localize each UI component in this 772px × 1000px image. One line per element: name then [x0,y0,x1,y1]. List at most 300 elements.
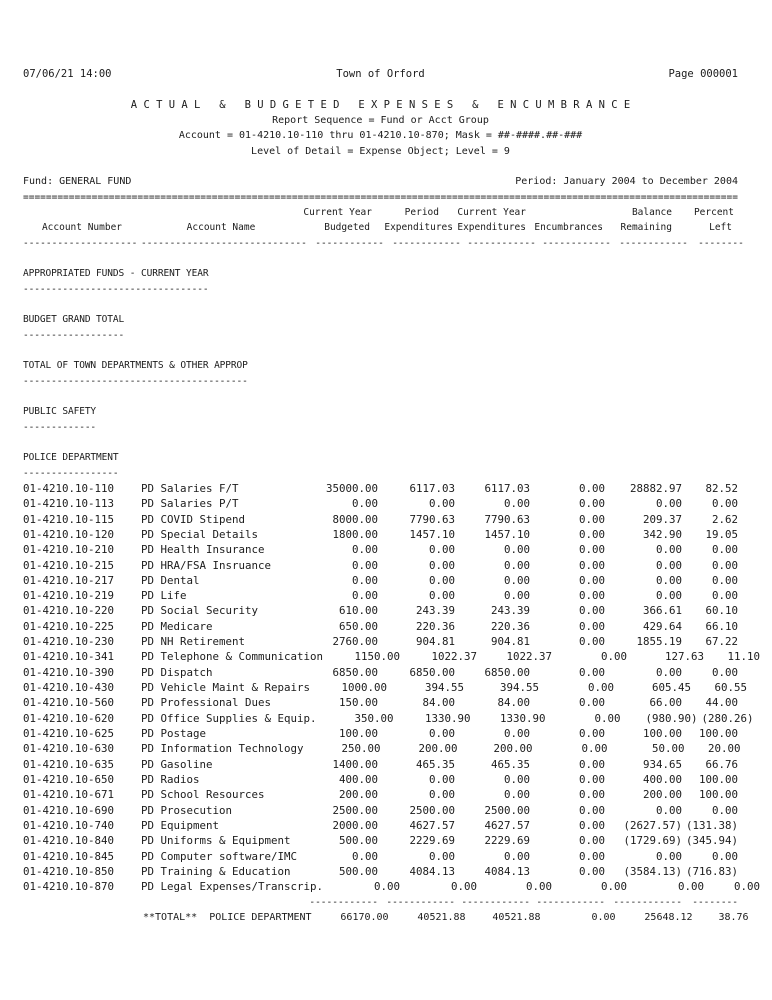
period-expenditures-cell: 84.00 [422,696,455,710]
account-name-cell: PD Radios [141,773,200,787]
percent-left-cell: 0.00 [711,803,738,817]
period-expenditures-cell: ------------ [386,896,455,908]
section-underline: ----------------- [23,467,119,479]
cy-expenditures-cell: 0.00 [503,589,530,603]
period-expenditures-cell: 1330.90 [425,711,471,725]
fund-period-line [23,174,738,189]
account-name-cell: PD Postage [141,727,207,741]
account-name-cell: PD Special Details [141,527,259,541]
account-number-cell: 01-4210.10-671 [23,788,115,802]
table-row [23,849,738,864]
table-row [23,496,738,511]
cy-expenditures-cell: Expenditures [457,222,526,234]
period-expenditures-cell: 4084.13 [409,865,455,879]
period-expenditures-cell: 200.00 [418,742,458,756]
fund-label: Fund: GENERAL FUND [23,176,132,188]
encumbrances-cell: 0.00 [578,727,605,741]
account-number-cell: 01-4210.10-560 [23,696,115,710]
account-name-cell: PD Social Security [141,604,259,618]
balance-remaining-cell: 342.90 [642,527,682,541]
encumbrances-cell: Encumbrances [534,222,603,234]
account-number-cell: 01-4210.10-219 [23,589,115,603]
percent-left-cell: 67.22 [705,635,738,649]
percent-left-cell: 100.00 [698,727,738,741]
section-underline: ------------- [23,421,97,433]
balance-remaining-cell: 127.63 [665,650,705,664]
budgeted-cell: 0.00 [351,543,378,557]
encumbrances-cell: 0.00 [578,865,605,879]
account-number-cell: 01-4210.10-220 [23,604,115,618]
percent-left-cell: 0.00 [711,497,738,511]
account-number-cell: 01-4210.10-620 [23,711,115,725]
balance-remaining-cell: 28882.97 [629,481,682,495]
report-datetime: 07/06/21 14:00 [23,68,112,80]
encumbrances-cell: 0.00 [578,604,605,618]
cy-expenditures-cell: 2500.00 [484,803,530,817]
total-period-expenditures-cell: 40521.88 [417,912,466,924]
cy-expenditures-cell: 4627.57 [484,819,530,833]
encumbrances-cell: ------------ [542,237,611,249]
table-row [23,619,738,634]
account-number-cell: 01-4210.10-630 [23,742,115,756]
account-number-cell: 01-4210.10-210 [23,543,115,557]
account-number-cell: 01-4210.10-341 [23,650,115,664]
section-heading: BUDGET GRAND TOTAL [23,314,125,326]
account-number-cell: 01-4210.10-840 [23,834,115,848]
cy-expenditures-cell: 6117.03 [484,481,530,495]
percent-left-cell: (716.83) [685,865,738,879]
cy-expenditures-cell: 1330.90 [500,711,546,725]
percent-left-cell: 100.00 [698,788,738,802]
encumbrances-cell: 0.00 [578,788,605,802]
budgeted-cell: 1000.00 [341,681,388,695]
balance-remaining-cell: (980.90) [645,711,698,725]
cy-expenditures-cell: ------------ [467,237,536,249]
balance-remaining-cell: 605.45 [652,681,692,695]
cy-expenditures-cell: 84.00 [497,696,530,710]
balance-remaining-cell: ------------ [619,237,688,249]
balance-remaining-cell: 0.00 [655,573,682,587]
account-name-cell: PD Equipment [141,819,220,833]
budgeted-cell: 250.00 [341,742,381,756]
total-underline-row [23,895,738,910]
account-name-cell: PD Information Technology [141,742,304,756]
account-number-cell: 01-4210.10-120 [23,527,115,541]
balance-remaining-cell: 50.00 [652,742,685,756]
balance-remaining-cell: 429.64 [642,619,682,633]
percent-left-cell: (131.38) [685,819,738,833]
account-name-cell: PD HRA/FSA Insruance [141,558,272,572]
section-underline: ---------------------------------------- [23,375,248,387]
cy-expenditures-cell: 0.00 [503,727,530,741]
account-name-cell: PD Professional Dues [141,696,272,710]
account-number-cell: -------------------- [23,237,138,249]
encumbrances-cell: 0.00 [601,650,628,664]
balance-remaining-cell: 0.00 [678,880,705,894]
account-number-cell: 01-4210.10-110 [23,481,115,495]
percent-left-cell: 0.00 [734,880,761,894]
spacer [23,297,738,312]
account-number-cell: Account Number [41,222,123,234]
percent-left-cell: 2.62 [711,512,738,526]
encumbrances-cell: 0.00 [578,527,605,541]
table-row [23,603,738,618]
account-number-cell: 01-4210.10-115 [23,512,115,526]
percent-left-cell: Percent [693,206,734,218]
account-number-cell: 01-4210.10-215 [23,558,115,572]
period-expenditures-cell: 1022.37 [431,650,478,664]
account-number-cell: 01-4210.10-740 [23,819,115,833]
period-expenditures-cell: 0.00 [428,773,455,787]
percent-left-cell: 66.10 [705,619,738,633]
period-expenditures-cell: 0.00 [451,880,478,894]
account-name-cell: Account Name [186,222,256,234]
account-name-cell: PD Prosecution [141,803,233,817]
account-name-cell: PD Telephone & Communication [141,650,324,664]
budgeted-cell: 0.00 [351,849,378,863]
table-row [23,680,748,695]
percent-left-cell: Left [709,222,732,234]
budgeted-cell: Budgeted [324,222,370,234]
section-underline: ------------------ [23,329,125,341]
total-label-cell: **TOTAL** POLICE DEPARTMENT [143,912,312,924]
percent-left-cell: 0.00 [711,849,738,863]
table-row [23,542,738,557]
spacer [23,435,738,450]
account-name-cell [141,205,301,220]
table-row [23,803,738,818]
encumbrances-cell: 0.00 [601,880,628,894]
cy-expenditures-cell: 0.00 [503,497,530,511]
budgeted-cell: 0.00 [351,573,378,587]
budgeted-cell: 400.00 [338,773,378,787]
balance-remaining-cell: 0.00 [655,558,682,572]
account-name-cell: PD Vehicle Maint & Repairs [141,681,311,695]
budgeted-cell: 650.00 [338,619,378,633]
cy-expenditures-cell: 0.00 [503,773,530,787]
account-number-cell: 01-4210.10-650 [23,773,115,787]
percent-left-cell: 20.00 [708,742,741,756]
cy-expenditures-cell: 0.00 [503,558,530,572]
header-underline-row [23,236,744,251]
account-name-cell: PD Office Supplies & Equip. [141,711,317,725]
balance-remaining-cell: (1729.69) [623,834,682,848]
account-number-cell: 01-4210.10-113 [23,497,115,511]
table-row [23,512,738,527]
encumbrances-cell: 0.00 [581,742,608,756]
expense-table [23,205,761,925]
table-row [23,787,738,802]
report-sequence-line: Report Sequence = Fund or Acct Group [272,114,489,126]
account-name-cell: PD Medicare [141,619,213,633]
period-expenditures-cell: 465.35 [415,757,455,771]
period-expenditures-cell: 220.36 [415,619,455,633]
budgeted-cell: 350.00 [354,711,394,725]
period-expenditures-cell: 0.00 [428,849,455,863]
account-number-cell: 01-4210.10-430 [23,681,115,695]
account-number-cell [23,205,141,220]
account-name-cell: PD Dispatch [141,665,213,679]
account-name-cell: PD Life [141,589,187,603]
spacer [23,159,738,174]
budgeted-cell: 500.00 [338,834,378,848]
encumbrances-cell: 0.00 [594,711,621,725]
table-row [23,757,738,772]
table-row [23,864,738,879]
account-number-cell [23,895,141,910]
budgeted-cell: ------------ [315,237,384,249]
account-number-cell: 01-4210.10-690 [23,803,115,817]
encumbrances-cell: 0.00 [578,803,605,817]
spacer [23,389,738,404]
cy-expenditures-cell: 220.36 [490,619,530,633]
encumbrances-cell: 0.00 [578,619,605,633]
account-name-cell: PD NH Retirement [141,635,246,649]
encumbrances-cell: 0.00 [578,757,605,771]
balance-remaining-cell: 0.00 [655,665,682,679]
budgeted-cell: 2500.00 [332,803,378,817]
percent-left-cell: 100.00 [698,773,738,787]
period-expenditures-cell: 0.00 [428,589,455,603]
total-balance-remaining-cell: 25648.12 [644,912,693,924]
table-total-row [23,910,749,925]
account-name-cell: PD Legal Expenses/Transcrip. [141,880,324,894]
cy-expenditures-cell: 0.00 [503,573,530,587]
spacer [23,251,738,266]
period-expenditures-cell: 2229.69 [409,834,455,848]
budgeted-cell: Current Year [303,206,372,218]
account-name-cell: PD Salaries F/T [141,481,239,495]
cy-expenditures-cell: 0.00 [503,788,530,802]
account-number-cell: 01-4210.10-225 [23,619,115,633]
budgeted-cell: 2000.00 [332,819,378,833]
percent-left-cell: (280.26) [701,711,754,725]
balance-remaining-cell: 0.00 [655,589,682,603]
cy-expenditures-cell: Current Year [457,206,526,218]
account-number-cell: 01-4210.10-230 [23,635,115,649]
balance-remaining-cell: 0.00 [655,543,682,557]
cy-expenditures-cell: 6850.00 [484,665,530,679]
spacer [23,82,738,97]
table-row [23,665,738,680]
encumbrances-cell: 0.00 [578,512,605,526]
account-name-cell: PD Gasoline [141,757,213,771]
encumbrances-cell: 0.00 [578,481,605,495]
total-percent-left-cell: 38.76 [718,912,749,924]
cy-expenditures-cell: 1457.10 [484,527,530,541]
total-encumbrances-cell: 0.00 [591,912,616,924]
budgeted-cell: 100.00 [338,727,378,741]
cy-expenditures-cell: 2229.69 [484,834,530,848]
account-name-cell: PD Computer software/IMC [141,849,298,863]
budgeted-cell: 500.00 [338,865,378,879]
budgeted-cell: 6850.00 [332,665,378,679]
balance-remaining-cell: 366.61 [642,604,682,618]
section-heading: TOTAL OF TOWN DEPARTMENTS & OTHER APPROP [23,360,248,372]
percent-left-cell: 60.10 [705,604,738,618]
percent-left-cell: 44.00 [705,696,738,710]
table-row [23,634,738,649]
report-page [23,67,761,925]
percent-left-cell: 60.55 [714,681,748,695]
balance-remaining-cell: 400.00 [642,773,682,787]
account-name-cell: PD Uniforms & Equipment [141,834,291,848]
table-row [23,833,738,848]
encumbrances-cell: 0.00 [588,681,615,695]
balance-remaining-cell: Remaining [620,222,672,234]
table-row [23,711,754,726]
encumbrances-cell: 0.00 [578,635,605,649]
account-number-cell: 01-4210.10-625 [23,727,115,741]
account-name-cell: PD COVID Stipend [141,512,246,526]
table-row [23,649,761,664]
balance-remaining-cell: 200.00 [642,788,682,802]
table-row [23,573,738,588]
percent-left-cell: 11.10 [727,650,761,664]
cy-expenditures-cell: 1022.37 [506,650,553,664]
account-number-cell: 01-4210.10-850 [23,865,115,879]
balance-remaining-cell: 66.00 [649,696,682,710]
table-row [23,772,738,787]
account-name-cell: PD Health Insurance [141,543,265,557]
encumbrances-cell: 0.00 [578,773,605,787]
balance-remaining-cell: 0.00 [655,849,682,863]
period-expenditures-cell: Expenditures [384,222,453,234]
cy-expenditures-cell: 0.00 [503,543,530,557]
table-row [23,588,738,603]
budgeted-cell: 1800.00 [332,527,378,541]
cy-expenditures-cell: 200.00 [493,742,533,756]
percent-left-cell: 0.00 [711,543,738,557]
encumbrances-cell: ------------ [536,896,605,908]
report-account-mask-line: Account = 01-4210.10-110 thru 01-4210.10-870; Mask = ##-####.##-### [178,130,583,142]
balance-remaining-cell: 0.00 [655,497,682,511]
budgeted-cell: 200.00 [338,788,378,802]
percent-left-cell: 19.05 [705,527,738,541]
table-row [23,527,738,542]
section-heading: PUBLIC SAFETY [23,406,97,418]
encumbrances-cell: 0.00 [578,497,605,511]
total-budgeted-cell: 66170.00 [340,912,389,924]
account-number-cell: 01-4210.10-870 [23,880,115,894]
period-expenditures-cell: ------------ [392,237,461,249]
budgeted-cell: 150.00 [338,696,378,710]
account-number-cell: 01-4210.10-390 [23,665,115,679]
period-expenditures-cell: 0.00 [428,497,455,511]
cy-expenditures-cell: 904.81 [490,635,530,649]
budgeted-cell: 610.00 [338,604,378,618]
balance-remaining-cell: 934.65 [642,757,682,771]
account-name-cell: ----------------------------- [141,237,307,249]
section-heading: POLICE DEPARTMENT [23,452,119,464]
encumbrances-cell: 0.00 [578,834,605,848]
spacer [23,343,738,358]
section-underline: --------------------------------- [23,283,209,295]
percent-left-cell: -------- [698,237,744,249]
encumbrances-cell: 0.00 [578,849,605,863]
encumbrances-cell: 0.00 [578,573,605,587]
encumbrances-cell [530,205,605,220]
table-row [23,741,741,756]
table-header-row [23,220,738,235]
percent-left-cell: (345.94) [685,834,738,848]
balance-remaining-cell: (3584.13) [623,865,682,879]
double-rule-separator: ============================================================================================================================= [23,191,738,203]
report-detail-level-line: Level of Detail = Expense Object; Level = 9 [251,145,510,157]
period-expenditures-cell: 2500.00 [409,803,455,817]
period-expenditures-cell: 6850.00 [409,665,455,679]
account-number-cell: 01-4210.10-217 [23,573,115,587]
period-expenditures-cell: 1457.10 [409,527,455,541]
total-cy-expenditures-cell: 40521.88 [492,912,541,924]
encumbrances-cell: 0.00 [578,665,605,679]
page-header-line [23,67,738,82]
budgeted-cell: 8000.00 [332,512,378,526]
table-header-row [23,205,738,220]
balance-remaining-cell: ------------ [613,896,682,908]
budgeted-cell: 1400.00 [332,757,378,771]
table-row [23,558,738,573]
encumbrances-cell: 0.00 [578,819,605,833]
cy-expenditures-cell: ------------ [461,896,530,908]
cy-expenditures-cell: 4084.13 [484,865,530,879]
balance-remaining-cell: Balance [631,206,672,218]
account-name-cell: PD School Resources [141,788,265,802]
cy-expenditures-cell: 394.55 [500,681,540,695]
period-expenditures-cell: 6117.03 [409,481,455,495]
percent-left-cell: 0.00 [711,665,738,679]
cy-expenditures-cell: 0.00 [503,849,530,863]
budgeted-cell: 35000.00 [325,481,378,495]
table-row [23,818,738,833]
account-name-cell: PD Training & Education [141,865,291,879]
table-row [23,481,738,496]
cy-expenditures-cell: 0.00 [526,880,553,894]
account-name-cell: PD Salaries P/T [141,497,239,511]
period-expenditures-cell: 243.39 [415,604,455,618]
table-row [23,879,761,894]
budgeted-cell: 0.00 [374,880,401,894]
budgeted-cell: 0.00 [351,497,378,511]
period-label: Period: January 2004 to December 2004 [515,176,738,188]
percent-left-cell: 66.76 [705,757,738,771]
period-expenditures-cell: 904.81 [415,635,455,649]
report-title: A C T U A L & B U D G E T E D E X P E N S E S & E N C U M B R A N C E [130,98,631,111]
balance-remaining-cell: 209.37 [642,512,682,526]
budgeted-cell: 0.00 [351,558,378,572]
period-expenditures-cell: 7790.63 [409,512,455,526]
budgeted-cell: 0.00 [351,589,378,603]
page-number: Page 000001 [668,68,739,80]
report-town-title: Town of Orford [336,68,425,80]
cy-expenditures-cell: 243.39 [490,604,530,618]
budgeted-cell: 2760.00 [332,635,378,649]
encumbrances-cell: 0.00 [578,696,605,710]
percent-left-cell: -------- [692,896,738,908]
table-row [23,726,738,741]
period-expenditures-cell: Period [404,206,439,218]
section-heading: APPROPRIATED FUNDS - CURRENT YEAR [23,268,209,280]
balance-remaining-cell: 0.00 [655,803,682,817]
cy-expenditures-cell: 465.35 [490,757,530,771]
encumbrances-cell: 0.00 [578,589,605,603]
account-name-cell: PD Dental [141,573,200,587]
table-row [23,695,738,710]
account-name-cell [141,895,301,910]
budgeted-cell: 1150.00 [354,650,401,664]
balance-remaining-cell: (2627.57) [623,819,682,833]
cy-expenditures-cell: 7790.63 [484,512,530,526]
